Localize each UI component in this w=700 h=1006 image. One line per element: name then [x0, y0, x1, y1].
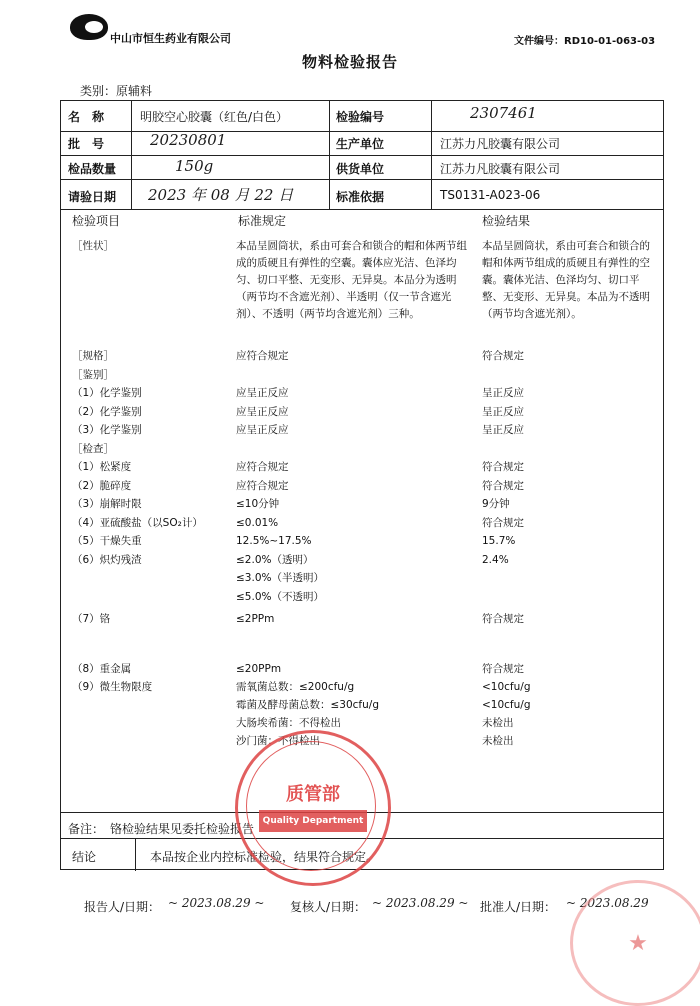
document-number: 文件编号：RD10-01-063-03	[514, 36, 656, 47]
chrome-result: 符合规定	[482, 613, 524, 625]
row-item: （3）化学鉴别	[72, 424, 142, 436]
row-item: （8）重金属	[72, 663, 132, 675]
row-result: 符合规定	[482, 350, 524, 362]
test-no-label: 检验编号	[336, 110, 385, 124]
stamp-english-text: Quality Department	[259, 810, 368, 832]
reviewer-signature: ~ 2023.08.29 ~	[372, 896, 469, 910]
company-logo	[70, 14, 108, 40]
date-value: 2023 年 08 月 22 日	[148, 186, 294, 204]
row-standard: 需氧菌总数：≤200cfu/g	[236, 681, 355, 693]
basis-value: TS0131-A023-06	[440, 188, 541, 202]
table-row	[72, 385, 662, 404]
properties-standard: 本品呈圆筒状，系由可套合和锁合的帽和体两节组成的质硬且有弹性的空囊。囊体应光洁、色泽均匀、切口平整、无变形、无异臭。本品分为透明（两节均不含遮光剂）、半透明（仅一节含遮光剂）、不透明（两节均含遮光剂）三种。	[236, 240, 467, 320]
producer-value: 江苏力凡胶囊有限公司	[440, 137, 561, 151]
producer-label: 生产单位	[336, 137, 385, 151]
table-row	[72, 715, 662, 733]
table-row	[72, 697, 662, 715]
table-row	[72, 533, 662, 552]
table-row	[72, 367, 662, 386]
row-standard: ≤3.0%（半透明）	[236, 572, 324, 584]
conclusion-label: 结论	[72, 850, 97, 864]
batch-label: 批 号	[68, 137, 105, 151]
table-row	[72, 515, 662, 534]
reporter-signature: ~ 2023.08.29 ~	[168, 896, 265, 910]
row-standard: 应符合规定	[236, 479, 289, 492]
row-item: ［检查］	[72, 442, 114, 455]
row-result: 符合规定	[482, 461, 524, 473]
row-item: （1）化学鉴别	[72, 387, 142, 399]
supplier-label: 供货单位	[336, 162, 385, 176]
row-standard: ≤2.0%（透明）	[236, 553, 314, 566]
row-item: （9）微生物限度	[72, 681, 153, 693]
row-result: 符合规定	[482, 479, 524, 492]
remarks: 备注： 铬检验结果见委托检验报告	[68, 822, 255, 836]
supplier-value: 江苏力凡胶囊有限公司	[440, 162, 561, 176]
row-result: 未检出	[482, 735, 514, 747]
table-row	[72, 661, 662, 679]
table-row	[72, 422, 662, 441]
row-result: 呈正反应	[482, 405, 524, 418]
column-header-standard: 标准规定	[238, 214, 287, 228]
row-result: 呈正反应	[482, 387, 524, 399]
quantity-label: 检品数量	[68, 162, 117, 176]
chrome-standard: ≤2PPm	[236, 613, 275, 625]
reviewer-label: 复核人/日期：	[290, 900, 367, 914]
row-result: 符合规定	[482, 663, 524, 675]
approval-stamp	[570, 880, 700, 1006]
column-header-item: 检验项目	[72, 214, 121, 228]
company-name: 中山市恒生药业有限公司	[110, 32, 231, 45]
row-standard: 霉菌及酵母菌总数：≤30cfu/g	[236, 699, 379, 711]
table-row	[72, 478, 662, 497]
table-row	[72, 348, 662, 367]
category-label: 类别：原辅料	[80, 84, 153, 98]
row-item: （2）化学鉴别	[72, 405, 142, 418]
row-item: （3）崩解时限	[72, 498, 142, 510]
name-label: 名 称	[68, 110, 105, 124]
row-item: （2）脆碎度	[72, 479, 132, 492]
basis-label: 标准依据	[336, 190, 385, 204]
row-standard: 大肠埃希菌：不得检出	[236, 717, 341, 729]
row-result: 未检出	[482, 717, 514, 729]
row-standard: 12.5%~17.5%	[236, 535, 312, 547]
row-result: 2.4%	[482, 553, 509, 566]
conclusion-text: 本品按企业内控标准检验，结果符合规定。	[150, 850, 379, 864]
approver-label: 批准人/日期：	[480, 900, 557, 914]
properties-result: 本品呈圆筒状，系由可套合和锁合的帽和体两节组成的质硬且有弹性的空囊。囊体光洁、色泽均匀、切口平整、无变形、无异臭。本品为不透明（两节均含遮光剂）。	[482, 240, 650, 320]
table-row	[72, 733, 662, 751]
row-item: （1）松紧度	[72, 461, 132, 473]
row-standard: ≤20PPm	[236, 663, 282, 675]
table-row	[72, 441, 662, 460]
batch-value: 20230801	[150, 131, 227, 149]
row-standard: ≤10分钟	[236, 498, 280, 510]
properties-item: ［性状］	[72, 240, 114, 252]
star-icon: ★	[628, 930, 648, 956]
name-value: 明胶空心胶囊（红色/白色）	[140, 110, 289, 124]
row-standard: ≤0.01%	[236, 516, 279, 529]
row-item: （4）亚硫酸盐（以SO₂计）	[72, 516, 203, 529]
row-result: <10cfu/g	[482, 699, 531, 711]
row-standard: 应符合规定	[236, 461, 289, 473]
reporter-label: 报告人/日期：	[84, 900, 161, 914]
table-row	[72, 589, 662, 608]
row-result: 呈正反应	[482, 424, 524, 436]
row-item: （6）炽灼残渣	[72, 553, 142, 566]
row-item: ［规格］	[72, 350, 114, 362]
row-result: 符合规定	[482, 516, 524, 529]
row-standard: 沙门菌：不得检出	[236, 735, 320, 747]
stamp-center-text: 质管部	[285, 784, 340, 805]
row-result: 15.7%	[482, 535, 516, 547]
table-row	[72, 496, 662, 515]
chrome-item: （7）铬	[72, 613, 111, 625]
row-standard: 应呈正反应	[236, 424, 289, 436]
approver-signature: ~ 2023.08.29	[566, 896, 649, 910]
quality-department-stamp	[235, 730, 391, 886]
table-row	[72, 552, 662, 571]
table-row	[72, 459, 662, 478]
row-standard: 应符合规定	[236, 350, 289, 362]
row-result: 9分钟	[482, 498, 510, 510]
row-item: ［鉴别］	[72, 368, 114, 381]
row-item: （5）干燥失重	[72, 535, 142, 547]
table-row	[72, 679, 662, 697]
table-row	[72, 404, 662, 423]
quantity-value: 150g	[175, 157, 214, 175]
column-header-result: 检验结果	[482, 214, 531, 228]
row-standard: 应呈正反应	[236, 387, 289, 399]
row-standard: ≤5.0%（不透明）	[236, 590, 324, 603]
row-result: <10cfu/g	[482, 681, 531, 693]
report-title: 物料检验报告	[301, 53, 398, 71]
row-standard: 应呈正反应	[236, 405, 289, 418]
test-no-value: 2307461	[470, 104, 537, 122]
table-row	[72, 570, 662, 589]
date-label: 请验日期	[68, 190, 117, 204]
